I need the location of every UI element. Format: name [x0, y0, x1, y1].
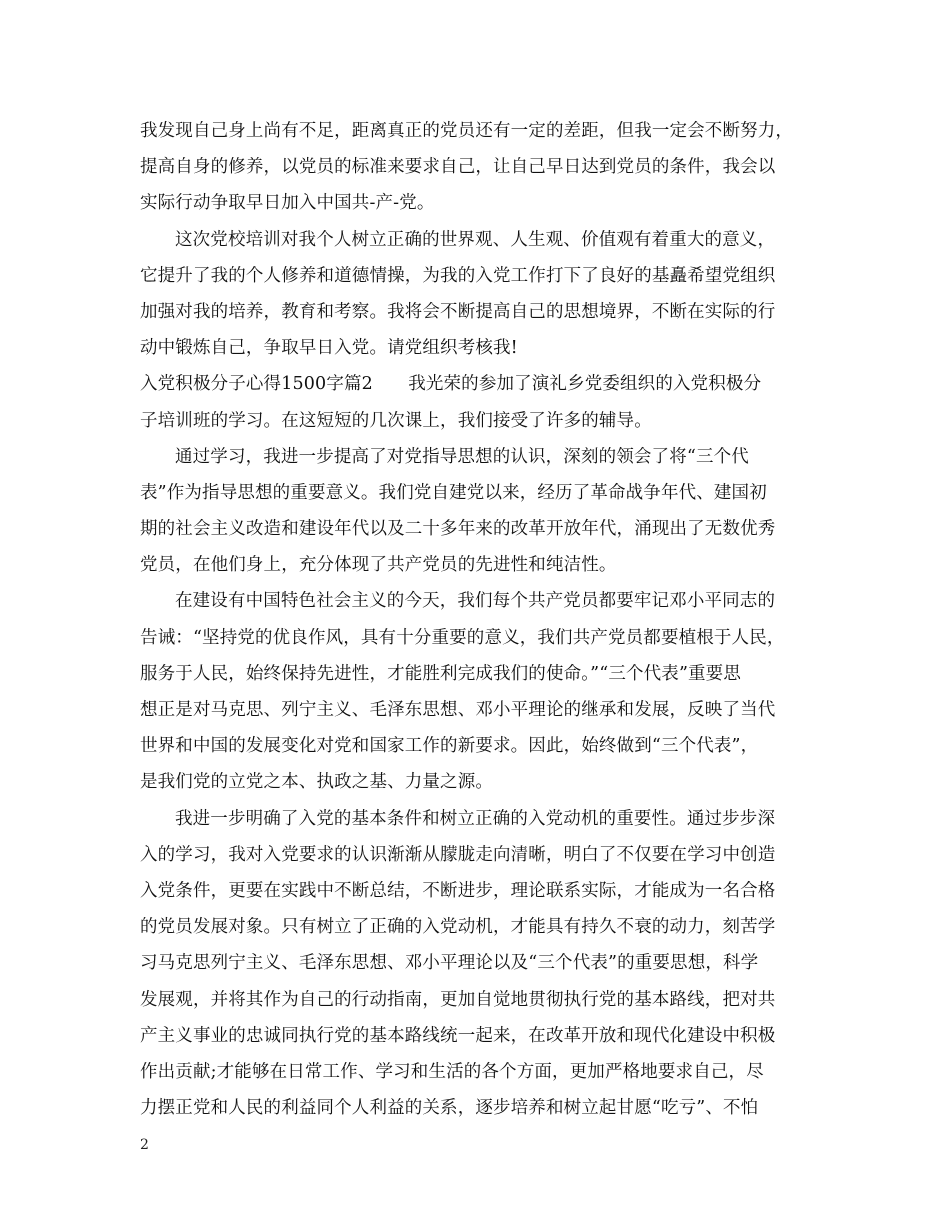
text-line: 服务于人民，始终保持先进性，才能胜利完成我们的使命。”“三个代表”重要思 — [140, 663, 741, 684]
text-line: 实际行动争取早日加入中国共-产-党。 — [140, 193, 435, 214]
text-line: 党员，在他们身上，充分体现了共产党员的先进性和纯洁性。 — [140, 555, 617, 576]
document-body — [140, 113, 820, 1126]
text-line: 作出贡献;才能够在日常工作、学习和生活的各个方面，更加严格地要求自己，尽 — [140, 1061, 764, 1082]
paragraph-first-line: 通过学习，我进一步提高了对党指导思想的认识，深刻的领会了将“三个代 — [175, 446, 749, 467]
text-line: 的党员发展对象。只有树立了正确的入党动机，才能具有持久不衰的动力，刻苦学 — [140, 917, 776, 938]
page-number: 2 — [140, 1137, 149, 1153]
text-line: 世界和中国的发展变化对党和国家工作的新要求。因此，始终做到“三个代表”， — [140, 736, 759, 757]
text-line: 它提升了我的个人修养和道德情操，为我的入党工作打下了良好的基矗希望党组织 — [140, 265, 776, 286]
text-line: 提高自身的修养，以党员的标准来要求自己，让自己早日达到党员的条件，我会以 — [140, 157, 776, 178]
text-line: 入的学习，我对入党要求的认识渐渐从朦胧走向清晰，明白了不仅要在学习中创造 — [140, 844, 776, 865]
text-line: 表”作为指导思想的重要意义。我们党自建党以来，经历了革命战争年代、建国初 — [140, 482, 767, 503]
text-line: 是我们党的立党之本、执政之基、力量之源。 — [140, 772, 493, 793]
text-line: 子培训班的学习。在这短短的几次课上，我们接受了许多的辅导。 — [140, 410, 652, 431]
text-line: 力摆正党和人民的利益同个人利益的关系，逐步培养和树立起甘愿“吃亏”、不怕 — [140, 1098, 759, 1119]
text-line: 产主义事业的忠诚同执行党的基本路线统一起来，在改革开放和现代化建设中积极 — [140, 1025, 776, 1046]
text-line: 告诫：“坚持党的优良作风，具有十分重要的意义，我们共产党员都要植根于人民， — [140, 627, 785, 648]
text-line: 入党条件，更要在实践中不断总结，不断进步，理论联系实际，才能成为一名合格 — [140, 880, 776, 901]
text-line: 动中锻炼自己，争取早日入党。请党组织考核我! — [140, 338, 518, 359]
text-line: 想正是对马克思、列宁主义、毛泽东思想、邓小平理论的继承和发展，反映了当代 — [140, 700, 776, 720]
section-heading-line: 入党积极分子心得1500字篇2 我光荣的参加了演礼乡党委组织的入党积极分 — [140, 374, 762, 395]
text-line: 发展观，并将其作为自己的行动指南，更加自觉地贯彻执行党的基本路线，把对共 — [140, 989, 776, 1010]
paragraph-first-line: 我进一步明确了入党的基本条件和树立正确的入党动机的重要性。通过步步深 — [175, 808, 776, 829]
text-line: 我发现自己身上尚有不足，距离真正的党员还有一定的差距，但我一定会不断努力， — [140, 121, 794, 141]
text-line: 习马克思列宁主义、毛泽东思想、邓小平理论以及“三个代表”的重要思想，科学 — [140, 953, 759, 974]
text-line: 期的社会主义改造和建设年代以及二十多年来的改革开放年代，涌现出了无数优秀 — [140, 519, 776, 540]
text-line: 加强对我的培养，教育和考察。我将会不断提高自己的思想境界，不断在实际的行 — [140, 301, 776, 322]
paragraph-first-line: 这次党校培训对我个人树立正确的世界观、人生观、价值观有着重大的意义， — [175, 229, 776, 250]
paragraph-first-line: 在建设有中国特色社会主义的今天，我们每个共产党员都要牢记邓小平同志的 — [175, 591, 776, 612]
